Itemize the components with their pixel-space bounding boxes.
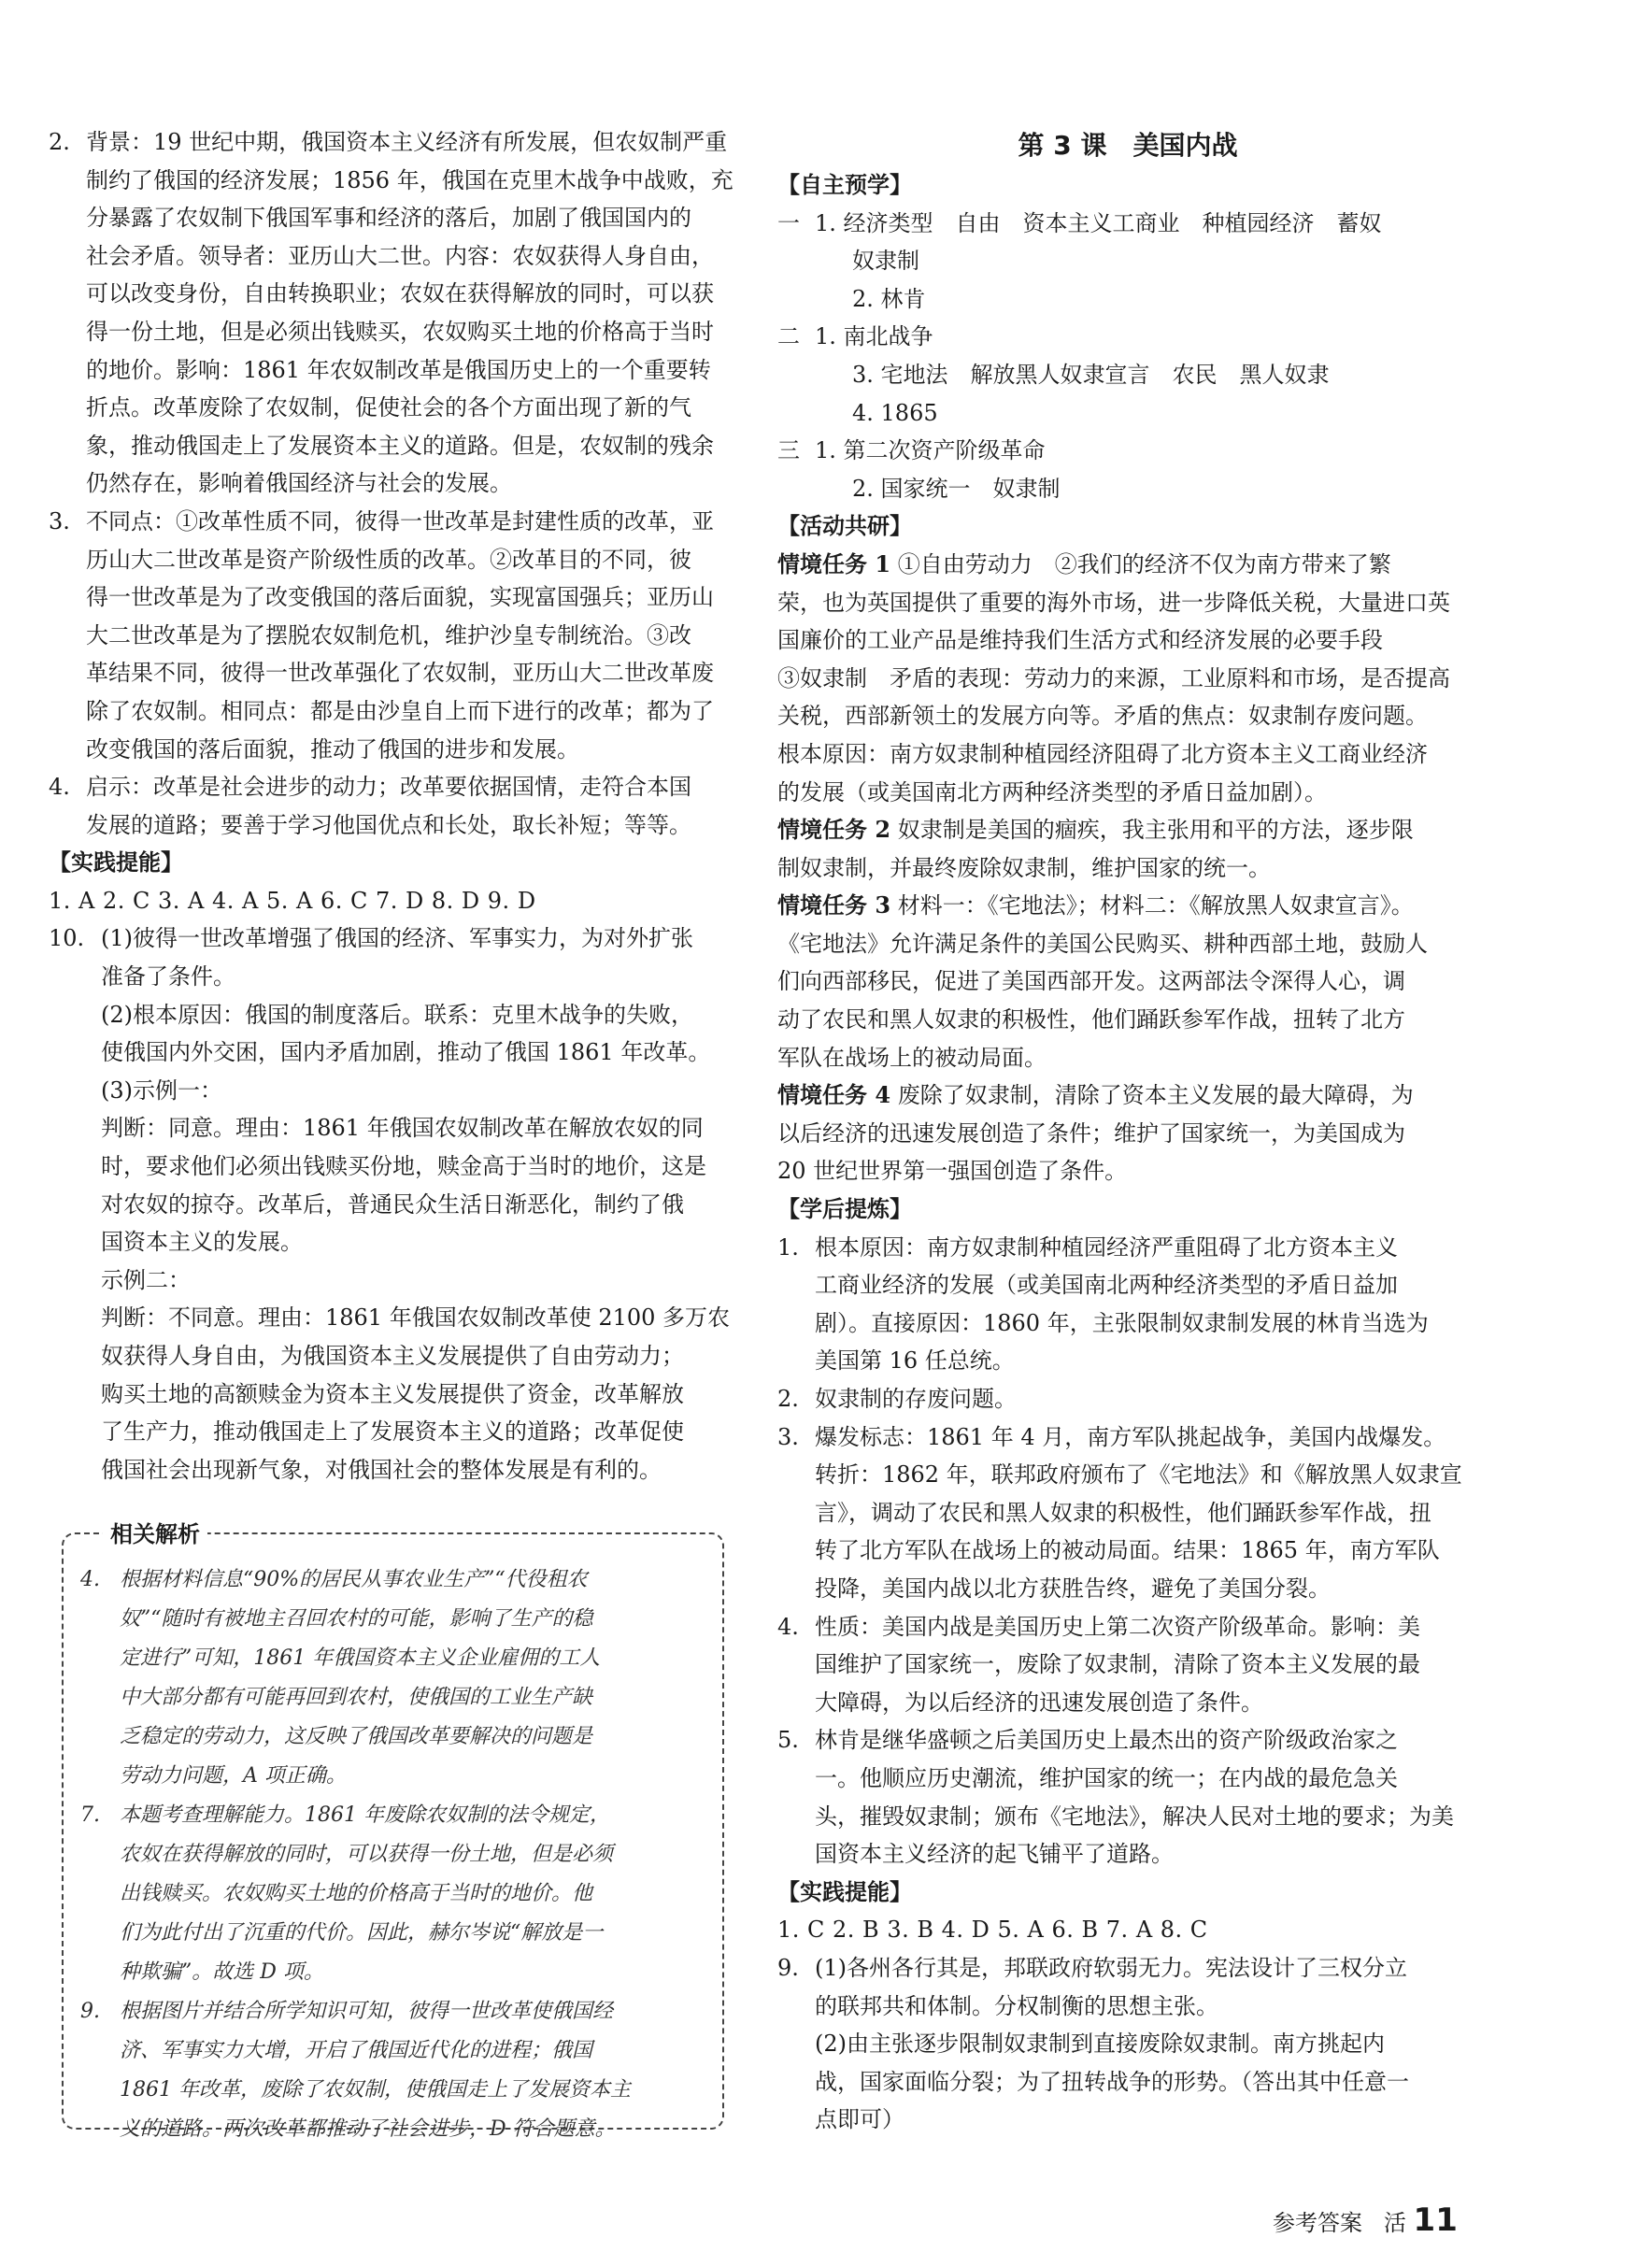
item-number: 9. [777, 1954, 799, 1981]
text-line: 济、军事实力大增，开启了俄国近代化的进程；俄国 [120, 2039, 593, 2062]
text-line: 20 世纪世界第一强国创造了条件。 [777, 1158, 1128, 1185]
text-line: 大二世改革是为了摆脱农奴制危机，维护沙皇专制统治。③改 [86, 621, 691, 648]
text-line: 不同点：①改革性质不同，彼得一世改革是封建性质的改革，亚 [86, 507, 714, 534]
text-line: 废除了奴隶制，清除了资本主义发展的最大障碍，为 [897, 1082, 1414, 1109]
item-number: 9. [80, 2000, 100, 2023]
text-line: 1. 第二次资产阶级革命 [815, 437, 1046, 464]
text-line: 的发展（或美国南北方两种经济类型的矛盾日益加剧）。 [777, 778, 1327, 805]
text-line: 关税，西部新领土的发展方向等。矛盾的焦点：奴隶制存废问题。 [777, 703, 1428, 730]
text-line: 可以改变身份，自由转换职业；农奴在获得解放的同时，可以获 [86, 280, 714, 307]
text-line: 发展的道路；要善于学习他国优点和长处，取长补短；等等。 [86, 811, 691, 838]
section-heading-practice-right: 【实践提能】 [777, 1877, 912, 1905]
item-number: 10. [49, 925, 85, 952]
text-line: 出钱赎买。农奴购买土地的价格高于当时的地价。他 [120, 1882, 593, 1905]
footer-label: 参考答案 [1273, 2210, 1362, 2236]
text-line: 国资本主义的发展。 [101, 1229, 303, 1256]
text-line: 国廉价的工业产品是维持我们生活方式和经济发展的必要手段 [777, 627, 1383, 654]
item-number: 3. [49, 507, 70, 534]
section-heading-preview: 【自主预学】 [777, 171, 912, 198]
text-line: 得一世改革是为了改变俄国的落后面貌，实现富国强兵；亚历山 [86, 584, 714, 611]
task-4 [777, 1076, 1478, 1190]
text-line: 的地价。影响：1861 年农奴制改革是俄国历史上的一个重要转 [86, 356, 711, 383]
choice-answers: 1. A 2. C 3. A 4. A 5. A 6. C 7. D 8. D 9. D [49, 887, 536, 914]
text-line: 定进行”可知，1861 年俄国资本主义企业雇佣的工人 [120, 1646, 601, 1670]
text-line: 根据材料信息“90%的居民从事农业生产”“代役租农 [120, 1568, 588, 1591]
review-3 [777, 1418, 1478, 1608]
text-line: 时，要求他们必须出钱赎买份地，赎金高于当时的地价，这是 [101, 1153, 706, 1180]
text-line: 义的道路。两次改革都推动了社会进步，D 符合题意。 [120, 2117, 616, 2141]
text-line: 乏稳定的劳动力，这反映了俄国改革要解决的问题是 [120, 1725, 593, 1748]
lesson-title: 第 3 课 美国内战 [1018, 130, 1238, 161]
text-line: 工商业经济的发展（或美国南北两种经济类型的矛盾日益加 [815, 1272, 1398, 1299]
text-line: 革结果不同，彼得一世改革强化了农奴制，亚历山大二世改革废 [86, 660, 714, 687]
text-line: 爆发标志：1861 年 4 月，南方军队挑起战争，美国内战爆发。 [815, 1423, 1446, 1450]
text-line: 的联邦共和体制。分权制衡的思想主张。 [815, 1992, 1218, 2019]
page-footer [1273, 2202, 1458, 2239]
task-label: 情境任务 1 [777, 549, 891, 577]
text-line: 根本原因：南方奴隶制种植园经济严重阻碍了北方资本主义 [815, 1233, 1398, 1261]
section-heading-review: 【学后提炼】 [777, 1195, 912, 1223]
text-line: 转了北方军队在战场上的被动局面。结果：1865 年，南方军队 [815, 1537, 1440, 1564]
item-number: 5. [777, 1727, 799, 1754]
text-line: 荣，也为英国提供了重要的海外市场，进一步降低关税，大量进口英 [777, 589, 1450, 616]
item-number: 7. [80, 1803, 100, 1827]
text-line: 2. 林肯 [852, 285, 926, 312]
answer-3 [49, 503, 745, 768]
group-label: 二 [777, 323, 800, 350]
text-line: 奴获得人身自由，为俄国资本主义发展提供了自由劳动力； [101, 1343, 684, 1369]
text-line: 得一份土地，但是必须出钱赎买，农奴购买土地的价格高于当时 [86, 318, 714, 345]
text-line: 种欺骗”。故选 D 项。 [120, 1960, 324, 1984]
text-line: 大障碍，为以后经济的迅速发展创造了条件。 [815, 1689, 1263, 1716]
text-line: ①自由劳动力 ②我们的经济不仅为南方带来了繁 [897, 550, 1391, 577]
text-line: ③奴隶制 矛盾的表现：劳动力的来源，工业原料和市场，是否提高 [777, 664, 1450, 691]
text-line: 本题考查理解能力。1861 年废除农奴制的法令规定， [120, 1803, 610, 1827]
text-line: 1. 南北战争 [815, 323, 933, 350]
answer-10 [49, 919, 745, 1489]
text-line: (1)彼得一世改革增强了俄国的经济、军事实力，为对外扩张 [101, 925, 693, 952]
task-label: 情境任务 2 [777, 816, 891, 844]
text-line: 农奴在获得解放的同时，可以获得一份土地，但是必须 [120, 1843, 614, 1866]
text-line: 转折：1862 年，联邦政府颁布了《宅地法》和《解放黑人奴隶宣 [815, 1461, 1462, 1489]
text-line: 除了农奴制。相同点：都是由沙皇自上而下进行的改革；都为了 [86, 697, 714, 724]
text-line: 国资本主义经济的起飞铺平了道路。 [815, 1841, 1174, 1868]
text-line: 们为此付出了沉重的代价。因此，赫尔岑说“解放是一 [120, 1921, 604, 1945]
analysis-label: 相关解析 [103, 1516, 207, 1548]
text-line: 动了农民和黑人奴隶的积极性，他们踊跃参军作战，扭转了北方 [777, 1006, 1405, 1033]
analysis-item [80, 1561, 725, 1796]
preview-group [777, 205, 1478, 319]
answer-9 [777, 1949, 1478, 2139]
item-number: 2. [49, 129, 70, 155]
text-line: 背景：19 世纪中期，俄国资本主义经济有所发展，但农奴制严重 [86, 129, 728, 155]
text-line: 言》，调动了农民和黑人奴隶的积极性，他们踊跃参军作战，扭 [815, 1499, 1431, 1526]
text-line: 奴隶制是美国的痼疾，我主张用和平的方法，逐步限 [897, 817, 1414, 844]
text-line: 点即可） [815, 2106, 904, 2133]
text-line: 战，国家面临分裂；为了扭转战争的形势。（答出其中任意一 [815, 2068, 1409, 2095]
answer-4 [49, 768, 745, 844]
text-line: 投降，美国内战以北方获胜告终，避免了美国分裂。 [815, 1575, 1331, 1602]
item-number: 4. [49, 774, 70, 801]
text-line: (3)示例一： [101, 1076, 222, 1104]
task-label: 情境任务 3 [777, 891, 891, 919]
text-line: 使俄国内外交困，国内矛盾加剧，推动了俄国 1861 年改革。 [101, 1039, 711, 1066]
text-line: 劳动力问题，A 项正确。 [120, 1764, 347, 1788]
review-2 [777, 1380, 1478, 1418]
text-line: 改变俄国的落后面貌，推动了俄国的进步和发展。 [86, 735, 579, 762]
text-line: 根本原因：南方奴隶制种植园经济阻碍了北方资本主义工商业经济 [777, 740, 1428, 767]
text-line: 奴隶制 [852, 248, 919, 275]
text-line: 4. 1865 [852, 399, 938, 426]
text-line: 购买土地的高额赎金为资本主义发展提供了资金，改革解放 [101, 1380, 684, 1407]
choice-answers-right: 1. C 2. B 3. B 4. D 5. A 6. B 7. A 8. C [777, 1917, 1208, 1944]
section-heading-practice: 【实践提能】 [49, 848, 183, 876]
group-label: 三 [777, 437, 800, 464]
text-line: 头，摧毁奴隶制；颁布《宅地法》，解决人民对土地的要求；为美 [815, 1803, 1454, 1830]
analysis-item [80, 1992, 725, 2149]
text-line: 制约了俄国的经济发展；1856 年，俄国在克里木战争中战败，充 [86, 166, 733, 193]
text-line: 3. 宅地法 解放黑人奴隶宣言 农民 黑人奴隶 [852, 361, 1330, 388]
footer-prefix: 活 [1383, 2210, 1406, 2236]
text-line: 1. 经济类型 自由 资本主义工商业 种植园经济 蓄奴 [815, 209, 1382, 236]
text-line: 中大部分都有可能再回到农村，使俄国的工业生产缺 [120, 1686, 593, 1709]
text-line: (2)由主张逐步限制奴隶制到直接废除奴隶制。南方挑起内 [815, 2031, 1385, 2058]
analysis-content [80, 1561, 725, 2149]
text-line: 历山大二世改革是资产阶级性质的改革。②改革目的不同，彼 [86, 546, 691, 573]
text-line: 1861 年改革，废除了农奴制，使俄国走上了发展资本主 [120, 2078, 631, 2102]
item-number: 1. [777, 1233, 799, 1261]
text-line: 分暴露了农奴制下俄国军事和经济的落后，加剧了俄国国内的 [86, 205, 691, 232]
task-1 [777, 546, 1478, 811]
text-line: 判断：同意。理由：1861 年俄国农奴制改革在解放农奴的同 [101, 1115, 704, 1142]
text-line: 美国第 16 任总统。 [815, 1347, 1015, 1375]
text-line: 社会矛盾。领导者：亚历山大二世。内容：农奴获得人身自由， [86, 242, 714, 269]
analysis-item [80, 1796, 725, 1992]
text-line: 国维护了国家统一，废除了奴隶制，清除了资本主义发展的最 [815, 1651, 1420, 1678]
text-line: 对农奴的掠夺。改革后，普通民众生活日渐恶化，制约了俄 [101, 1190, 684, 1218]
text-line: 制奴隶制，并最终废除奴隶制，维护国家的统一。 [777, 854, 1271, 881]
preview-group [777, 318, 1478, 432]
answer-2 [49, 123, 745, 503]
preview-group [777, 432, 1478, 507]
section-heading-activity: 【活动共研】 [777, 512, 912, 540]
text-line: 判断：不同意。理由：1861 年俄国农奴制改革使 2100 多万农 [101, 1304, 731, 1332]
group-label: 一 [777, 209, 800, 236]
text-line: 示例二： [101, 1266, 191, 1293]
review-4 [777, 1608, 1478, 1722]
text-line: 了生产力，推动俄国走上了发展资本主义的道路；改革促使 [101, 1418, 684, 1446]
task-label: 情境任务 4 [777, 1081, 891, 1109]
text-line: 象，推动俄国走上了发展资本主义的道路。但是，农奴制的残余 [86, 432, 714, 459]
text-line: 《宅地法》允许满足条件的美国公民购买、耕种西部土地，鼓励人 [777, 930, 1428, 957]
text-line: 军队在战场上的被动局面。 [777, 1044, 1047, 1071]
task-2 [777, 811, 1478, 887]
item-number: 4. [777, 1613, 799, 1640]
text-line: 2. 国家统一 奴隶制 [852, 475, 1061, 502]
text-line: (1)各州各行其是，邦联政府软弱无力。宪法设计了三权分立 [815, 1954, 1407, 1981]
review-1 [777, 1229, 1478, 1380]
text-line: 们向西部移民，促进了美国西部开发。这两部法令深得人心，调 [777, 968, 1405, 995]
task-3 [777, 887, 1478, 1076]
text-line: (2)根本原因：俄国的制度落后。联系：克里木战争的失败， [101, 1001, 693, 1028]
text-line: 以后经济的迅速发展创造了条件；维护了国家统一，为美国成为 [777, 1119, 1405, 1147]
text-line: 折点。改革废除了农奴制，促使社会的各个方面出现了新的气 [86, 394, 691, 421]
text-line: 奴隶制的存废问题。 [815, 1386, 1017, 1412]
item-number: 2. [777, 1386, 799, 1412]
right-column [777, 166, 1478, 2139]
text-line: 准备了条件。 [101, 963, 235, 990]
text-line: 俄国社会出现新气象，对俄国社会的整体发展是有利的。 [101, 1456, 662, 1483]
text-line: 材料一：《宅地法》；材料二：《解放黑人奴隶宣言》。 [897, 892, 1414, 919]
text-line: 奴”“随时有被地主召回农村的可能，影响了生产的稳 [120, 1607, 593, 1631]
item-number: 3. [777, 1423, 799, 1450]
text-line: 根据图片并结合所学知识可知，彼得一世改革使俄国经 [120, 2000, 614, 2023]
item-number: 4. [80, 1568, 100, 1591]
text-line: 剧）。直接原因：1860 年，主张限制奴隶制发展的林肯当选为 [815, 1309, 1429, 1336]
left-column [49, 123, 745, 1489]
text-line: 启示：改革是社会进步的动力；改革要依据国情，走符合本国 [86, 774, 691, 801]
text-line: 一。他顺应历史潮流，维护国家的统一；在内战的最危急关 [815, 1764, 1398, 1791]
review-5 [777, 1721, 1478, 1873]
text-line: 仍然存在，影响着俄国经济与社会的发展。 [86, 470, 512, 497]
page-number: 11 [1413, 2202, 1458, 2239]
text-line: 性质：美国内战是美国历史上第二次资产阶级革命。影响：美 [815, 1613, 1420, 1640]
text-line: 林肯是继华盛顿之后美国历史上最杰出的资产阶级政治家之 [815, 1727, 1398, 1754]
